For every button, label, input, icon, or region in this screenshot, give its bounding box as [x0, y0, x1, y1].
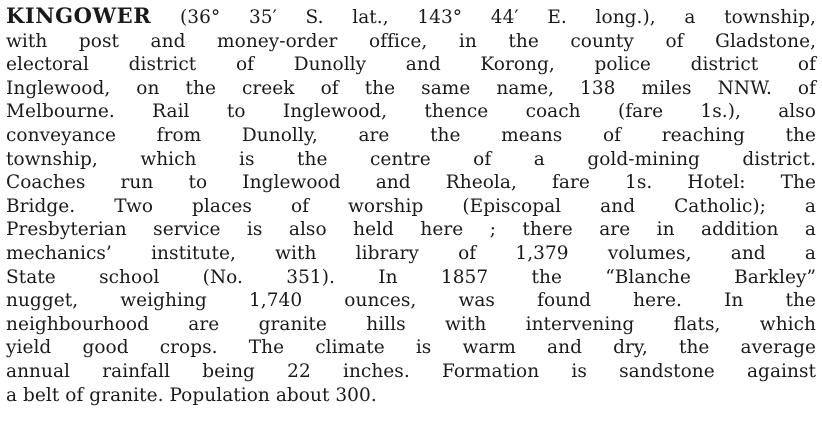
entry-line-4: Inglewood, on the creek of the same name, 138 miles NNW. of	[6, 77, 816, 99]
entry-line-5: Melbourne. Rail to Inglewood, thence coach (fare 1s.), also	[6, 101, 816, 123]
entry-line-8: Coaches run to Inglewood and Rheola, fare 1s. Hotel: The	[6, 172, 816, 194]
entry-line-7: township, which is the centre of a gold-mining district.	[6, 148, 816, 170]
entry-line-6: conveyance from Dunolly, are the means of reaching the	[6, 124, 816, 146]
entry-line-2: with post and money-order office, in the county of Gladstone,	[6, 30, 816, 52]
entry-line-14: neighbourhood are granite hills with intervening flats, which	[6, 313, 816, 335]
entry-line-11: mechanics’ institute, with library of 1,379 volumes, and a	[6, 242, 816, 264]
entry-line-13: nugget, weighing 1,740 ounces, was found here. In the	[6, 290, 816, 312]
entry-line-1-text: (36° 35′ S. lat., 143° 44′ E. long.), a township,	[151, 7, 816, 28]
entry-line-16: annual rainfall being 22 inches. Formation is sandstone against	[6, 360, 816, 382]
entry-line-15: yield good crops. The climate is warm and dry, the average	[6, 337, 816, 359]
entry-line-10: Presbyterian service is also held here ; there are in addition a	[6, 219, 816, 241]
headword: KINGOWER	[6, 3, 152, 28]
gazetteer-entry	[6, 4, 816, 407]
entry-line-12: State school (No. 351). In 1857 the “Blanche Barkley”	[6, 266, 816, 288]
entry-line-1	[6, 4, 816, 30]
entry-line-17: a belt of granite. Population about 300.	[6, 384, 377, 406]
entry-line-9: Bridge. Two places of worship (Episcopal and Catholic); a	[6, 195, 816, 217]
entry-line-3: electoral district of Dunolly and Korong, police district of	[6, 54, 816, 76]
